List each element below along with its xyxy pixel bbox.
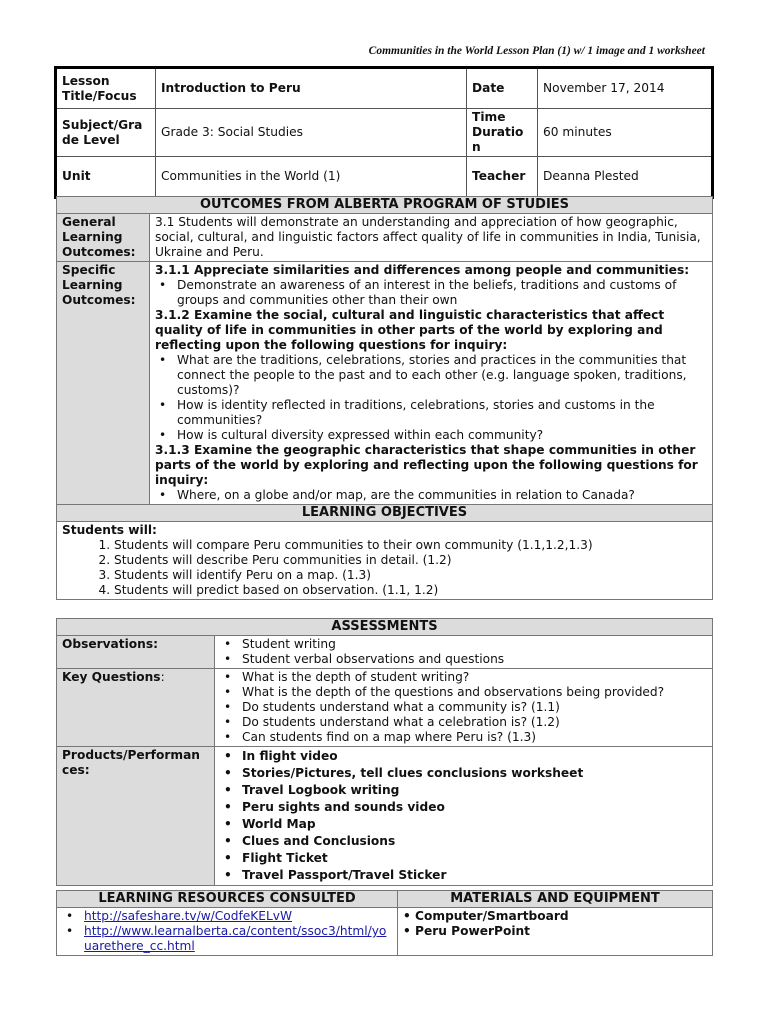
list-item <box>62 924 392 954</box>
objectives-intro: Students will: <box>62 523 157 537</box>
materials-item: • Computer/Smartboard <box>403 909 569 923</box>
list-item: • Stories/Pictures, tell clues conclusions worksheet <box>220 765 707 782</box>
key-questions-colon: : <box>160 670 165 684</box>
teacher-value: Deanna Plested <box>538 157 713 198</box>
key-questions-list <box>220 670 707 745</box>
list-item: • How is cultural diversity expressed within each community? <box>155 428 707 443</box>
list-item: • Clues and Conclusions <box>220 833 707 850</box>
resources-heading: LEARNING RESOURCES CONSULTED <box>57 891 398 908</box>
list-item <box>62 909 392 924</box>
table-row <box>57 908 713 956</box>
unit-label: Unit <box>56 157 156 198</box>
unit-value: Communities in the World (1) <box>156 157 467 198</box>
table-row <box>57 747 713 886</box>
outcome-heading-3-1-2: 3.1.2 Examine the social, cultural and linguistic characteristics that affect quality of life in communities in other parts of the world by exploring and reflecting upon the following questions for inquiry: <box>155 308 665 352</box>
document-header-title: Communities in the World Lesson Plan (1) w/ 1 image and 1 worksheet <box>368 45 705 57</box>
outcome-list-3-1-3 <box>155 488 707 503</box>
list-item: 4. Students will predict based on observation. (1.1, 1.2) <box>114 583 707 598</box>
observations-label: Observations: <box>57 636 215 669</box>
list-item: • How is identity reflected in traditions, celebrations, stories and customs in the communities? <box>155 398 707 428</box>
outcomes-heading: OUTCOMES FROM ALBERTA PROGRAM OF STUDIES <box>57 197 713 214</box>
list-item: • Travel Passport/Travel Sticker <box>220 867 707 884</box>
table-row <box>56 68 713 109</box>
list-item: • Where, on a globe and/or map, are the communities in relation to Canada? <box>155 488 707 503</box>
list-item: • Travel Logbook writing <box>220 782 707 799</box>
materials-heading: MATERIALS AND EQUIPMENT <box>398 891 713 908</box>
outcomes-table <box>56 196 713 600</box>
specific-outcomes-content <box>150 262 713 505</box>
teacher-label: Teacher <box>467 157 538 198</box>
list-item: 1. Students will compare Peru communities to their own community (1.1,1.2,1.3) <box>114 538 707 553</box>
table-row <box>57 636 713 669</box>
list-item: • What are the traditions, celebrations, stories and practices in the communities that connect the people to the past and to each other (e.g. language spoken, traditions, customs)? <box>155 353 707 398</box>
resources-content <box>57 908 398 956</box>
time-duration-value: 60 minutes <box>538 109 713 157</box>
list-item: • Peru sights and sounds video <box>220 799 707 816</box>
outcome-heading-3-1-3: 3.1.3 Examine the geographic characteristics that shape communities in other parts of the world by exploring and reflecting upon the following questions for inquiry: <box>155 443 698 487</box>
outcome-list-3-1-2 <box>155 353 707 443</box>
outcome-heading-3-1-1: 3.1.1 Appreciate similarities and differences among people and communities: <box>155 263 690 277</box>
resources-list <box>62 909 392 954</box>
materials-content <box>398 908 713 956</box>
observations-content <box>215 636 713 669</box>
resource-link-learnalberta[interactable]: http://www.learnalberta.ca/content/ssoc3/html/youarethere_cc.html <box>84 924 387 953</box>
list-item: 3. Students will identify Peru on a map. (1.3) <box>114 568 707 583</box>
table-row <box>56 109 713 157</box>
outcome-list-3-1-1 <box>155 278 707 308</box>
list-item: • Can students find on a map where Peru is? (1.3) <box>220 730 707 745</box>
table-row <box>56 157 713 198</box>
lesson-title-label: Lesson Title/Focus <box>56 68 156 109</box>
subject-label: Subject/Gra de Level <box>56 109 156 157</box>
products-label: Products/Performan ces: <box>57 747 215 886</box>
key-questions-label-text: Key Questions <box>62 670 161 684</box>
list-item: • Do students understand what a community is? (1.1) <box>220 700 707 715</box>
list-item: • World Map <box>220 816 707 833</box>
lesson-info-table <box>54 66 714 199</box>
general-outcomes-label: General Learning Outcomes: <box>57 214 150 262</box>
assessments-table <box>56 618 713 886</box>
list-item: • What is the depth of the questions and observations being provided? <box>220 685 707 700</box>
list-item: • Do students understand what a celebration is? (1.2) <box>220 715 707 730</box>
subject-value: Grade 3: Social Studies <box>156 109 467 157</box>
key-questions-content <box>215 669 713 747</box>
specific-outcomes-label: Specific Learning Outcomes: <box>57 262 150 505</box>
resource-link-safeshare[interactable]: http://safeshare.tv/w/CodfeKELvW <box>84 909 293 923</box>
materials-item-text: Computer/Smartboard <box>415 909 569 923</box>
table-row <box>57 262 713 505</box>
products-list <box>220 748 707 884</box>
list-item: • Demonstrate an awareness of an interest in the beliefs, traditions and customs of groups and communities other than their own <box>155 278 707 308</box>
products-content <box>215 747 713 886</box>
general-outcomes-text: 3.1 Students will demonstrate an understanding and appreciation of how geographic, social, cultural, and linguistic factors affect quality of life in communities in India, Tunisia, Ukraine and Peru. <box>150 214 713 262</box>
list-item: • What is the depth of student writing? <box>220 670 707 685</box>
table-row <box>57 522 713 600</box>
objectives-list <box>62 538 707 598</box>
date-value: November 17, 2014 <box>538 68 713 109</box>
assessments-heading: ASSESSMENTS <box>57 619 713 636</box>
list-item: • Student writing <box>220 637 707 652</box>
time-duration-label: Time Duratio n <box>467 109 538 157</box>
list-item: 2. Students will describe Peru communities in detail. (1.2) <box>114 553 707 568</box>
table-row <box>57 214 713 262</box>
list-item: • Student verbal observations and questions <box>220 652 707 667</box>
materials-item: • Peru PowerPoint <box>403 924 531 938</box>
materials-item-text: Peru PowerPoint <box>415 924 531 938</box>
table-row <box>57 669 713 747</box>
objectives-content <box>57 522 713 600</box>
list-item: • In flight video <box>220 748 707 765</box>
resources-materials-table <box>56 890 713 956</box>
observations-list <box>220 637 707 667</box>
key-questions-label <box>57 669 215 747</box>
objectives-heading: LEARNING OBJECTIVES <box>57 505 713 522</box>
date-label: Date <box>467 68 538 109</box>
list-item: • Flight Ticket <box>220 850 707 867</box>
lesson-title-value: Introduction to Peru <box>156 68 467 109</box>
